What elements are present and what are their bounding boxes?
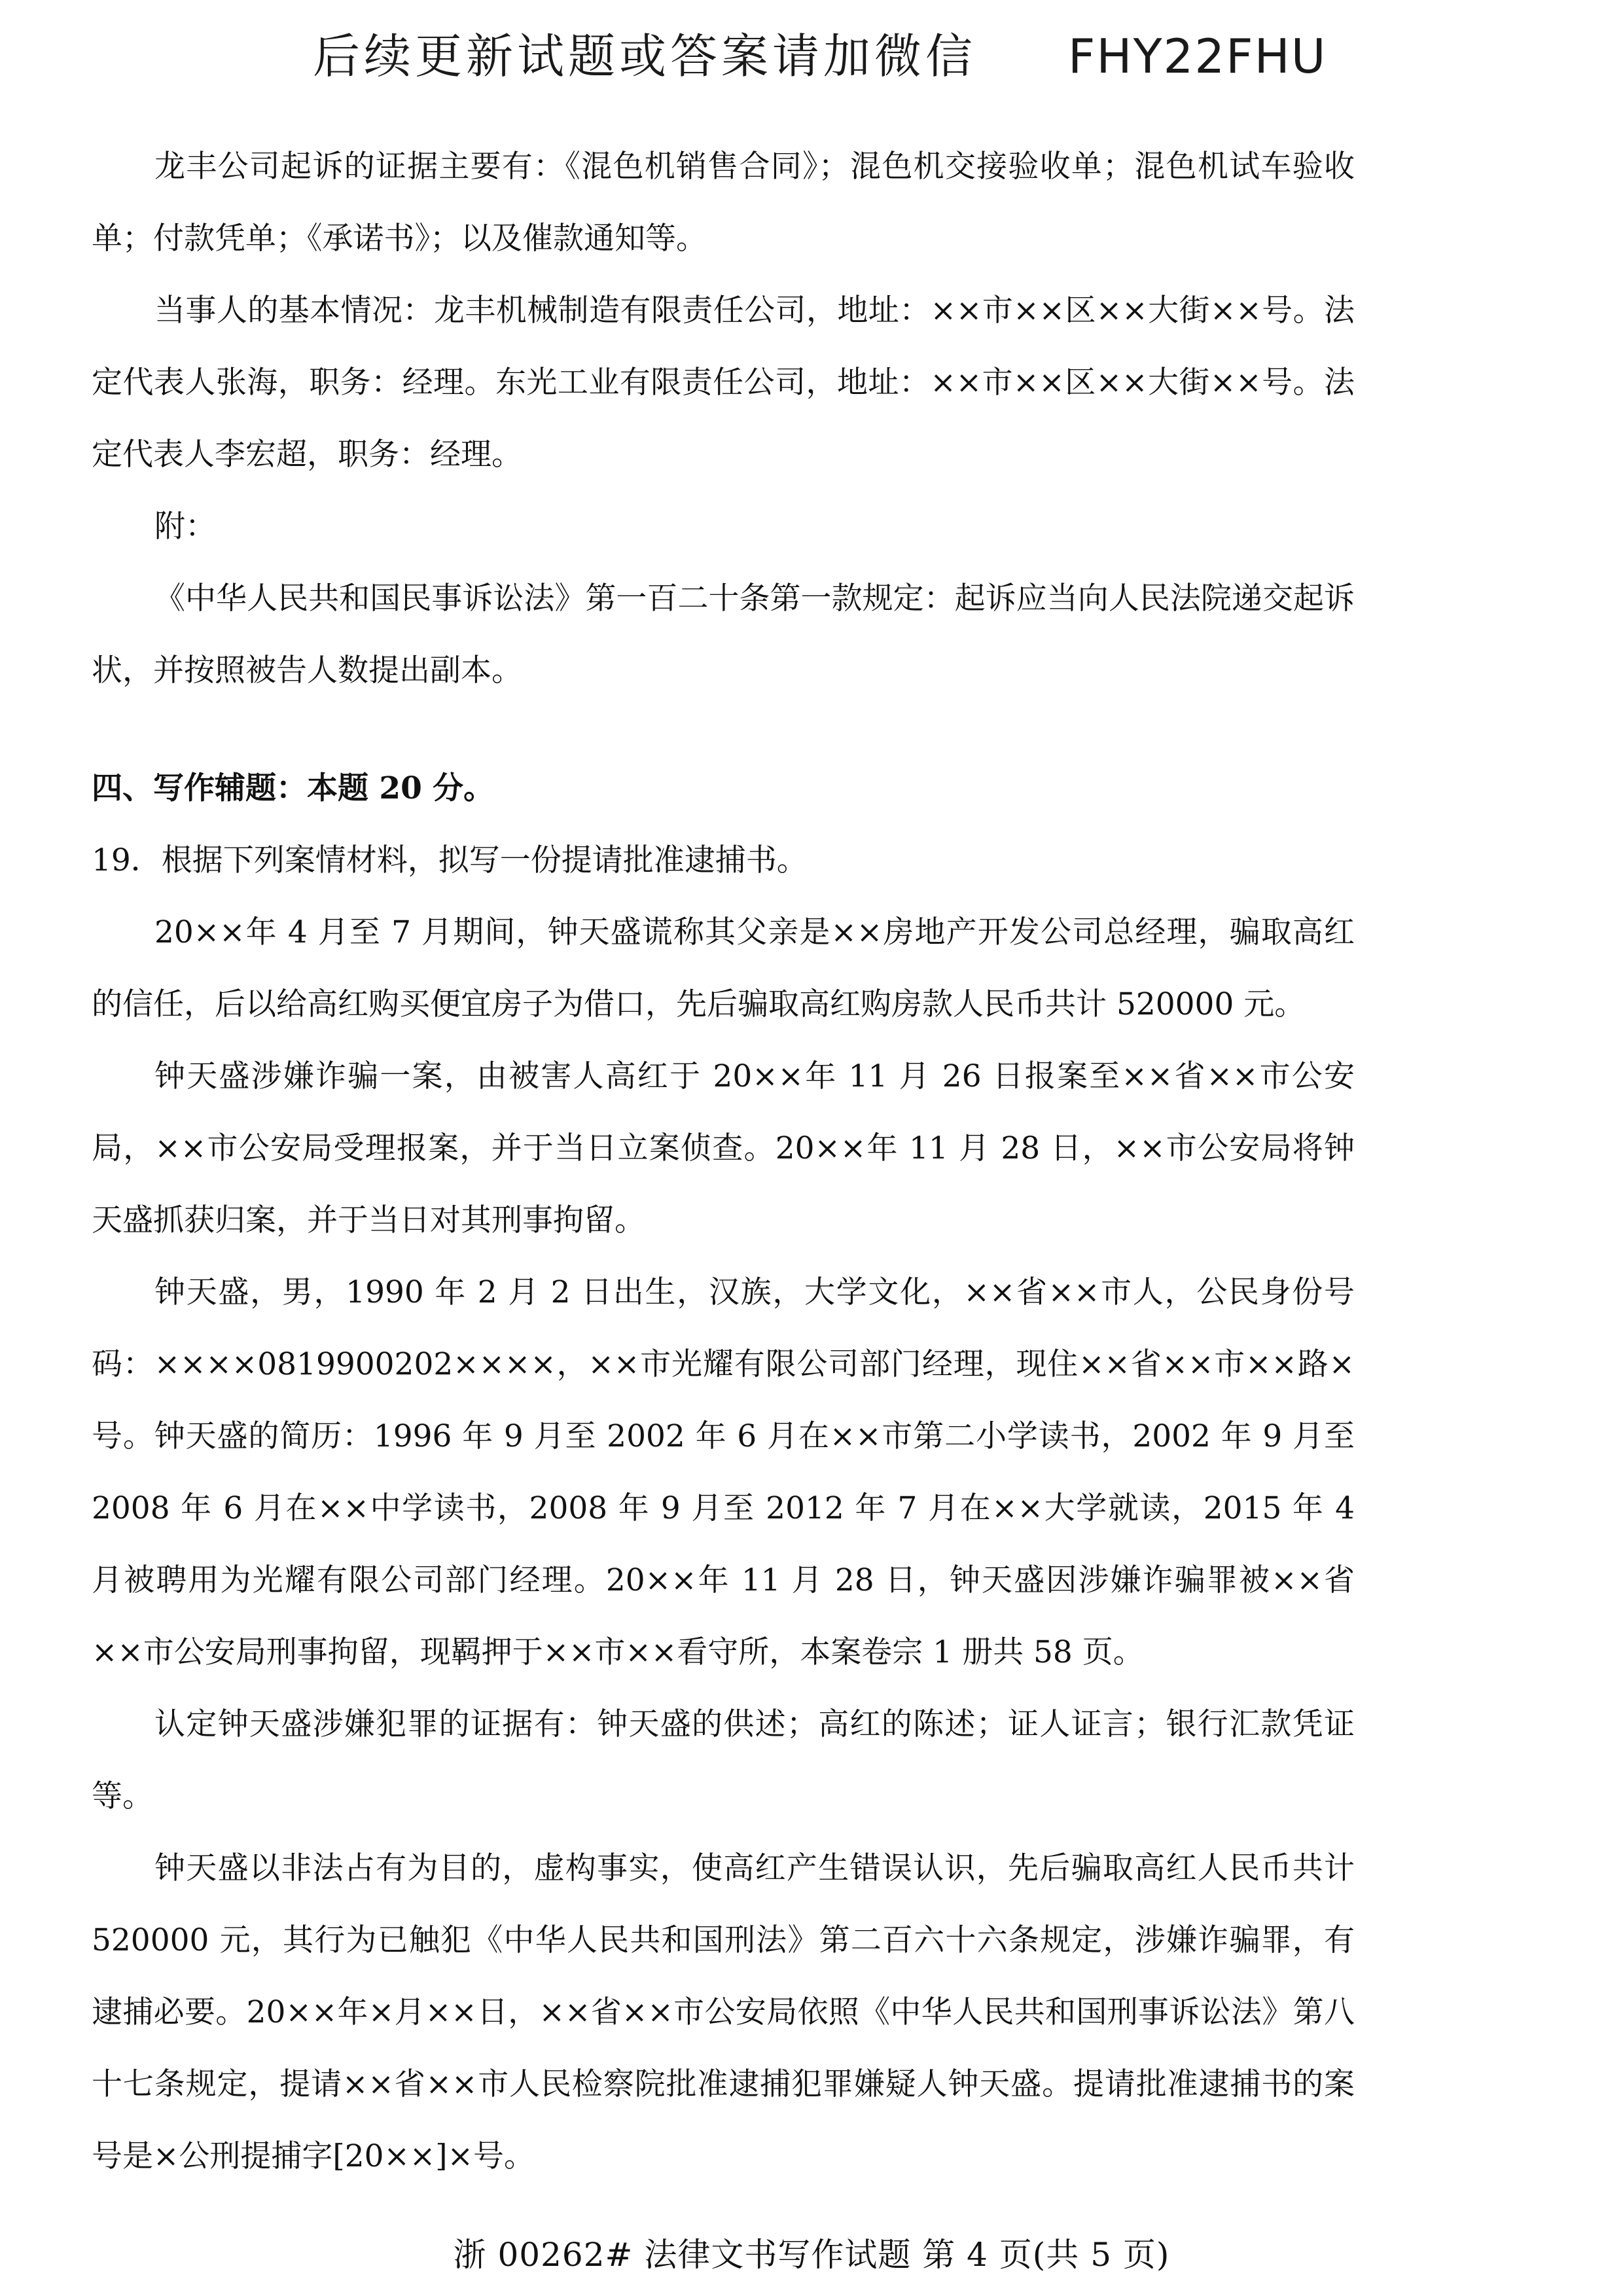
parties-paragraph: 当事人的基本情况：龙丰机械制造有限责任公司，地址：××市××区××大街××号。法定代表人张海，职务：经理。东光工业有限责任公司，地址：××市××区××大街××号。法定代表人李宏超，职务：经理。 <box>92 293 1355 473</box>
suspect-info-paragraph: 钟天盛，男，1990 年 2 月 2 日出生，汉族，大学文化，××省××市人，公民身份号码：××××0819900202××××，××市光耀有限公司部门经理，现住××省××市××路×号。钟天盛的简历：1996 年 9 月至 2002 年 6 月在××市第二小学读书，2002 年 9 月至 2008 年 6 月在××中学读书，2008 年 9 月至 2012 年 7 月在××大学就读，2015 年 4 月被聘用为光耀有限公司部门经理。20××年 11 月 28 日，钟天盛因涉嫌诈骗罪被××省××市公安局刑事拘留，现羁押于××市××看守所，本案卷宗 1 册共 58 页。 <box>92 1274 1355 1670</box>
header-wechat-id: FHY22FHU <box>1068 29 1327 84</box>
appendix-label: 附： <box>154 509 216 545</box>
page-footer: 浙 00262# 法律文书写作试题 第 4 页(共 5 页) <box>453 2236 1170 2274</box>
evidence-list-paragraph: 认定钟天盛涉嫌犯罪的证据有：钟天盛的供述；高红的陈述；证人证言；银行汇款凭证等。 <box>92 1706 1355 1814</box>
document-body <box>92 131 1355 2193</box>
section-heading: 四、写作辅题：本题 20 分。 <box>92 770 495 806</box>
question-19: 19．根据下列案情材料，拟写一份提请批准逮捕书。 <box>92 842 808 878</box>
page-header <box>313 18 1327 86</box>
conclusion-paragraph: 钟天盛以非法占有为目的，虚构事实，使高红产生错误认识，先后骗取高红人民币共计 520000 元，其行为已触犯《中华人民共和国刑法》第二百六十六条规定，涉嫌诈骗罪，有逮捕必要。20××年×月××日，××省××市公安局依照《中华人民共和国刑事诉讼法》第八十七条规定，提请××省××市人民检察院批准逮捕犯罪嫌疑人钟天盛。提请批准逮捕书的案号是×公刑提捕字[20××]×号。 <box>92 1850 1355 2174</box>
case-filing-paragraph: 钟天盛涉嫌诈骗一案，由被害人高红于 20××年 11 月 26 日报案至××省××市公安局，××市公安局受理报案，并于当日立案侦查。20××年 11 月 28 日，××市公安局将钟天盛抓获归案，并于当日对其刑事拘留。 <box>92 1058 1355 1238</box>
header-title: 后续更新试题或答案请加微信 <box>313 29 977 84</box>
evidence-paragraph: 龙丰公司起诉的证据主要有：《混色机销售合同》；混色机交接验收单；混色机试车验收单；付款凭单；《承诺书》；以及催款通知等。 <box>92 149 1355 257</box>
case-facts-paragraph: 20××年 4 月至 7 月期间，钟天盛谎称其父亲是××房地产开发公司总经理，骗取高红的信任，后以给高红购买便宜房子为借口，先后骗取高红购房款人民币共计 520000 元。 <box>92 914 1355 1022</box>
section-spacer <box>92 707 1355 753</box>
law-citation-paragraph: 《中华人民共和国民事诉讼法》第一百二十条第一款规定：起诉应当向人民法院递交起诉状，并按照被告人数提出副本。 <box>92 581 1355 689</box>
